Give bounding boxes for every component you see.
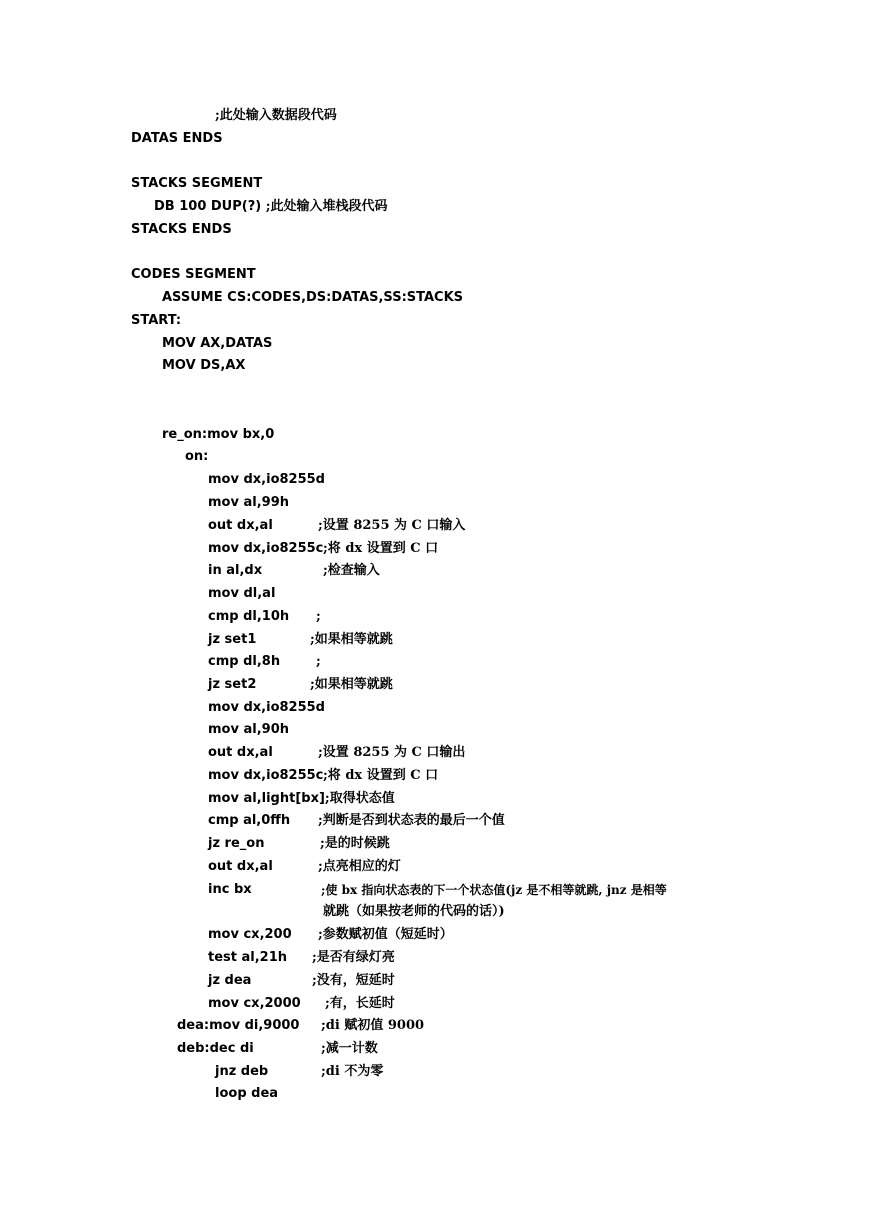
code-text: mov cx,200 bbox=[208, 927, 292, 942]
code-comment: ;有，长延时 bbox=[325, 996, 395, 1011]
code-text: out dx,al bbox=[208, 859, 273, 874]
code-line bbox=[208, 677, 256, 693]
code-comment: ;判断是否到状态表的最后一个值 bbox=[318, 813, 505, 828]
code-line bbox=[162, 336, 272, 352]
code-line bbox=[208, 836, 264, 852]
code-line bbox=[208, 472, 325, 488]
code-text: inc bx bbox=[208, 882, 252, 897]
code-text: jz re_on bbox=[208, 836, 265, 851]
code-comment: ;检查输入 bbox=[323, 563, 380, 578]
code-text: jz dea bbox=[208, 973, 252, 988]
code-text: out dx,al bbox=[208, 745, 273, 760]
code-text: out dx,al bbox=[208, 518, 273, 533]
code-line bbox=[154, 199, 388, 215]
code-comment: ;没有，短延时 bbox=[312, 973, 395, 988]
code-comment: ;设置 8255 为 C 口输入 bbox=[318, 518, 466, 533]
code-text: mov dx,io8255d bbox=[208, 700, 325, 715]
code-line bbox=[131, 222, 232, 238]
code-line bbox=[131, 267, 256, 283]
code-text: mov al,light[bx] bbox=[208, 791, 325, 806]
code-text: mov dx,io8255d bbox=[208, 472, 325, 487]
code-line bbox=[208, 609, 289, 625]
code-text: jz set2 bbox=[208, 677, 257, 692]
code-comment: ;设置 8255 为 C 口输出 bbox=[318, 745, 466, 760]
code-comment: ; bbox=[316, 609, 321, 624]
code-text: mov dl,al bbox=[208, 586, 276, 601]
code-line bbox=[177, 1018, 299, 1034]
code-line bbox=[208, 973, 251, 989]
code-comment: ;减一计数 bbox=[321, 1041, 378, 1056]
code-text: jz set1 bbox=[208, 632, 257, 647]
code-text: CODES SEGMENT bbox=[131, 267, 256, 282]
code-line bbox=[208, 791, 395, 807]
code-text: mov al,90h bbox=[208, 722, 289, 737]
code-line bbox=[208, 768, 323, 784]
code-line bbox=[208, 882, 252, 898]
code-line bbox=[208, 859, 273, 875]
code-line bbox=[208, 950, 287, 966]
code-line bbox=[208, 700, 325, 716]
code-line bbox=[215, 1064, 268, 1080]
code-text: test al,21h bbox=[208, 950, 288, 965]
code-comment: ;此处输入堆栈段代码 bbox=[265, 199, 388, 214]
code-text: on: bbox=[185, 449, 209, 464]
code-line bbox=[162, 427, 274, 443]
code-line bbox=[208, 495, 289, 511]
code-comment: ; bbox=[316, 654, 321, 669]
code-comment: ;此处输入数据段代码 bbox=[215, 108, 337, 123]
code-line bbox=[131, 131, 223, 147]
code-text: dea:mov di,9000 bbox=[177, 1018, 300, 1033]
code-text: loop dea bbox=[215, 1086, 279, 1101]
code-line bbox=[208, 632, 256, 648]
code-comment: ;如果相等就跳 bbox=[310, 677, 393, 692]
code-text: STACKS SEGMENT bbox=[131, 176, 263, 191]
code-comment: ;点亮相应的灯 bbox=[318, 859, 401, 874]
code-text: MOV AX,DATAS bbox=[162, 336, 273, 351]
code-line bbox=[131, 313, 181, 329]
code-line bbox=[208, 722, 289, 738]
code-text: jnz deb bbox=[215, 1064, 269, 1079]
code-line bbox=[208, 745, 273, 761]
code-text: in al,dx bbox=[208, 563, 263, 578]
code-text: ASSUME CS:CODES,DS:DATAS,SS:STACKS bbox=[162, 290, 464, 305]
code-comment: ;将 dx 设置到 C 口 bbox=[323, 768, 439, 783]
code-text: DB 100 DUP(?) bbox=[154, 199, 266, 214]
code-text: mov al,99h bbox=[208, 495, 289, 510]
code-line bbox=[208, 654, 280, 670]
code-text: re_on:mov bx,0 bbox=[162, 427, 275, 442]
code-comment: ;使 bx 指向状态表的下一个状态值(jz 是不相等就跳, jnz 是相等 bbox=[321, 883, 667, 897]
code-text: mov dx,io8255c bbox=[208, 541, 324, 556]
code-line bbox=[208, 563, 262, 579]
code-text: DATAS ENDS bbox=[131, 131, 223, 146]
code-line bbox=[208, 518, 273, 534]
code-text: deb:dec di bbox=[177, 1041, 254, 1056]
code-line bbox=[177, 1041, 254, 1057]
code-line bbox=[208, 996, 301, 1012]
code-comment: ;将 dx 设置到 C 口 bbox=[323, 541, 439, 556]
code-line bbox=[215, 108, 337, 124]
code-comment: ;参数赋初值（短延时） bbox=[318, 927, 453, 942]
code-text: mov cx,2000 bbox=[208, 996, 301, 1011]
code-line bbox=[208, 541, 323, 557]
code-text: MOV DS,AX bbox=[162, 358, 246, 373]
code-line bbox=[185, 449, 208, 465]
code-text: mov dx,io8255c bbox=[208, 768, 324, 783]
code-comment: ;如果相等就跳 bbox=[310, 632, 393, 647]
code-line bbox=[215, 1086, 278, 1102]
code-comment: 就跳（如果按老师的代码的话）) bbox=[323, 904, 505, 919]
code-line bbox=[131, 176, 262, 192]
code-line bbox=[162, 290, 463, 306]
code-comment: ;di 赋初值 9000 bbox=[321, 1018, 425, 1033]
code-text: START: bbox=[131, 313, 182, 328]
code-text: cmp al,0ffh bbox=[208, 813, 291, 828]
code-comment: ;是否有绿灯亮 bbox=[312, 950, 395, 965]
code-text: STACKS ENDS bbox=[131, 222, 232, 237]
code-line bbox=[208, 586, 275, 602]
code-line bbox=[208, 927, 292, 943]
code-text: cmp dl,10h bbox=[208, 609, 290, 624]
code-line bbox=[208, 813, 290, 829]
code-text: cmp dl,8h bbox=[208, 654, 281, 669]
code-line bbox=[162, 358, 245, 374]
code-comment: ;取得状态值 bbox=[324, 791, 395, 806]
code-comment: ;是的时候跳 bbox=[320, 836, 390, 851]
code-comment: ;di 不为零 bbox=[321, 1064, 384, 1079]
